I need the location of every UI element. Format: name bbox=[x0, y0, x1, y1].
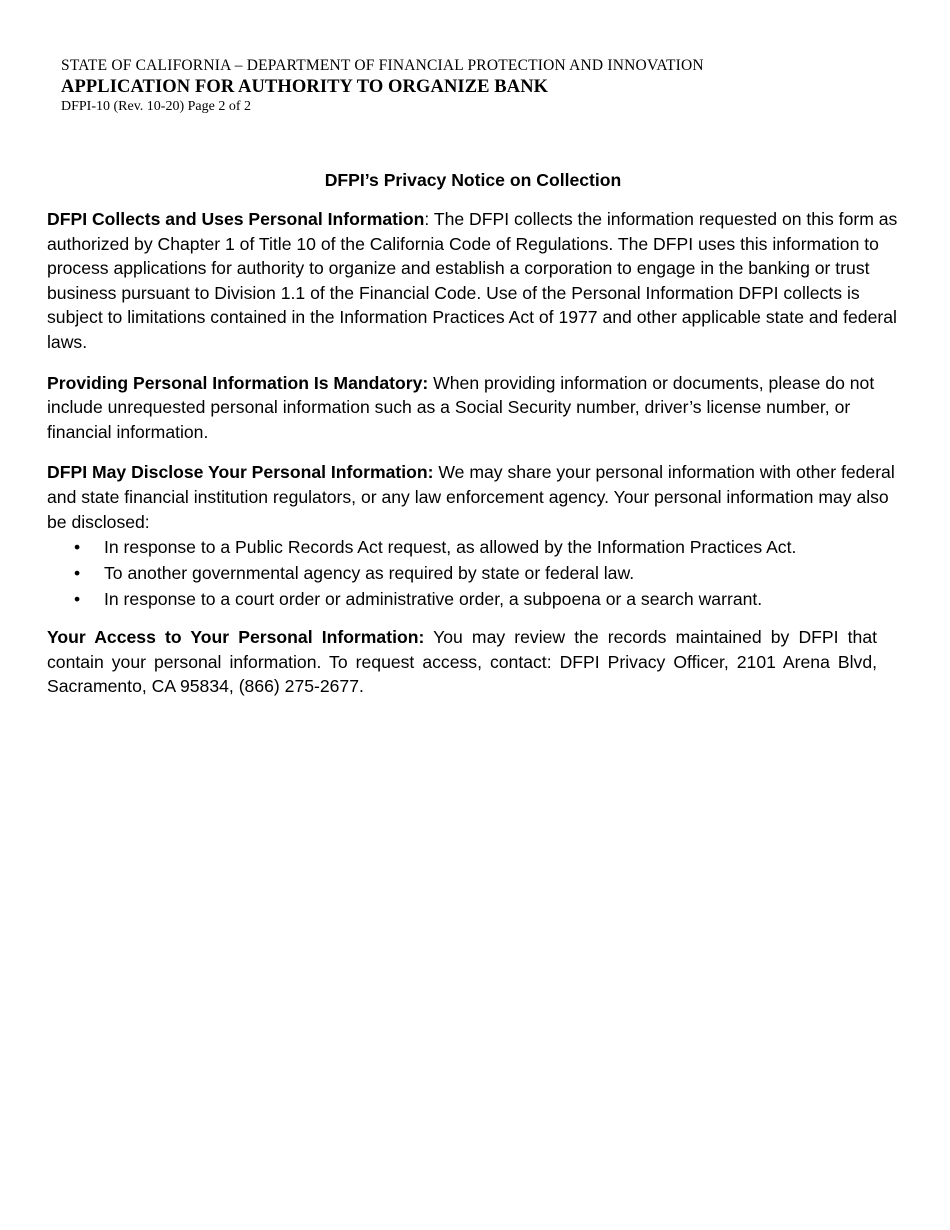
form-title: APPLICATION FOR AUTHORITY TO ORGANIZE BANK bbox=[61, 77, 549, 97]
disclosure-list bbox=[47, 534, 899, 612]
list-item-text: In response to a court order or administrative order, a subpoena or a search warrant. bbox=[104, 589, 763, 610]
list-item-text: In response to a Public Records Act request, as allowed by the Information Practices Act. bbox=[104, 537, 797, 558]
notice-title: DFPI’s Privacy Notice on Collection bbox=[324, 170, 622, 190]
form-number: DFPI-10 (Rev. 10-20) Page 2 of 2 bbox=[61, 99, 252, 114]
privacy-notice bbox=[47, 168, 899, 715]
paragraph-heading: DFPI Collects and Uses Personal Information bbox=[47, 209, 425, 229]
paragraph-heading: Providing Personal Information Is Mandatory: bbox=[47, 372, 429, 393]
collects-and-uses-paragraph bbox=[47, 207, 899, 355]
list-item-text: To another governmental agency as required by state or federal law. bbox=[104, 563, 635, 584]
agency-name: STATE OF CALIFORNIA – DEPARTMENT OF FINANCIAL PROTECTION AND INNOVATION bbox=[61, 57, 704, 74]
paragraph-text: You may review the records maintained by DFPI that contain your personal information. To request access, contact: DFPI Privacy Officer, 2101 Arena Blvd, Sacramento, CA 95834, (866) 275-2677. bbox=[47, 627, 877, 697]
list-item bbox=[47, 534, 899, 560]
form-header bbox=[61, 56, 704, 116]
paragraph-heading: Your Access to Your Personal Information: bbox=[47, 627, 425, 648]
bullet-icon: • bbox=[74, 589, 81, 610]
access-paragraph bbox=[47, 625, 877, 699]
list-item bbox=[47, 586, 899, 612]
paragraph-heading: DFPI May Disclose Your Personal Information: bbox=[47, 462, 434, 483]
bullet-icon: • bbox=[74, 537, 81, 558]
bullet-icon: • bbox=[74, 563, 81, 584]
list-item bbox=[47, 560, 899, 586]
paragraph-text: We may share your personal information with other federal and state financial institution regulators, or any law enforcement agency. Your personal information may also be disclosed: bbox=[47, 462, 895, 532]
disclose-paragraph bbox=[47, 460, 899, 534]
paragraph-text: When providing information or documents, please do not include unrequested personal information such as a Social Security number, driver’s license number, or financial information. bbox=[47, 372, 875, 442]
paragraph-text: : The DFPI collects the information requested on this form as authorized by Chapter 1 of Title 10 of the California Code of Regulations. The DFPI uses this information to process applications for authority to organize and establish a corporation to engage in the banking or trust business pursuant to Division 1.1 of the Financial Code. Use of the Personal Information DFPI collects is subject to limitations contained in the Information Practices Act of 1977 and other applicable state and federal laws. bbox=[47, 209, 898, 352]
mandatory-paragraph bbox=[47, 371, 899, 445]
